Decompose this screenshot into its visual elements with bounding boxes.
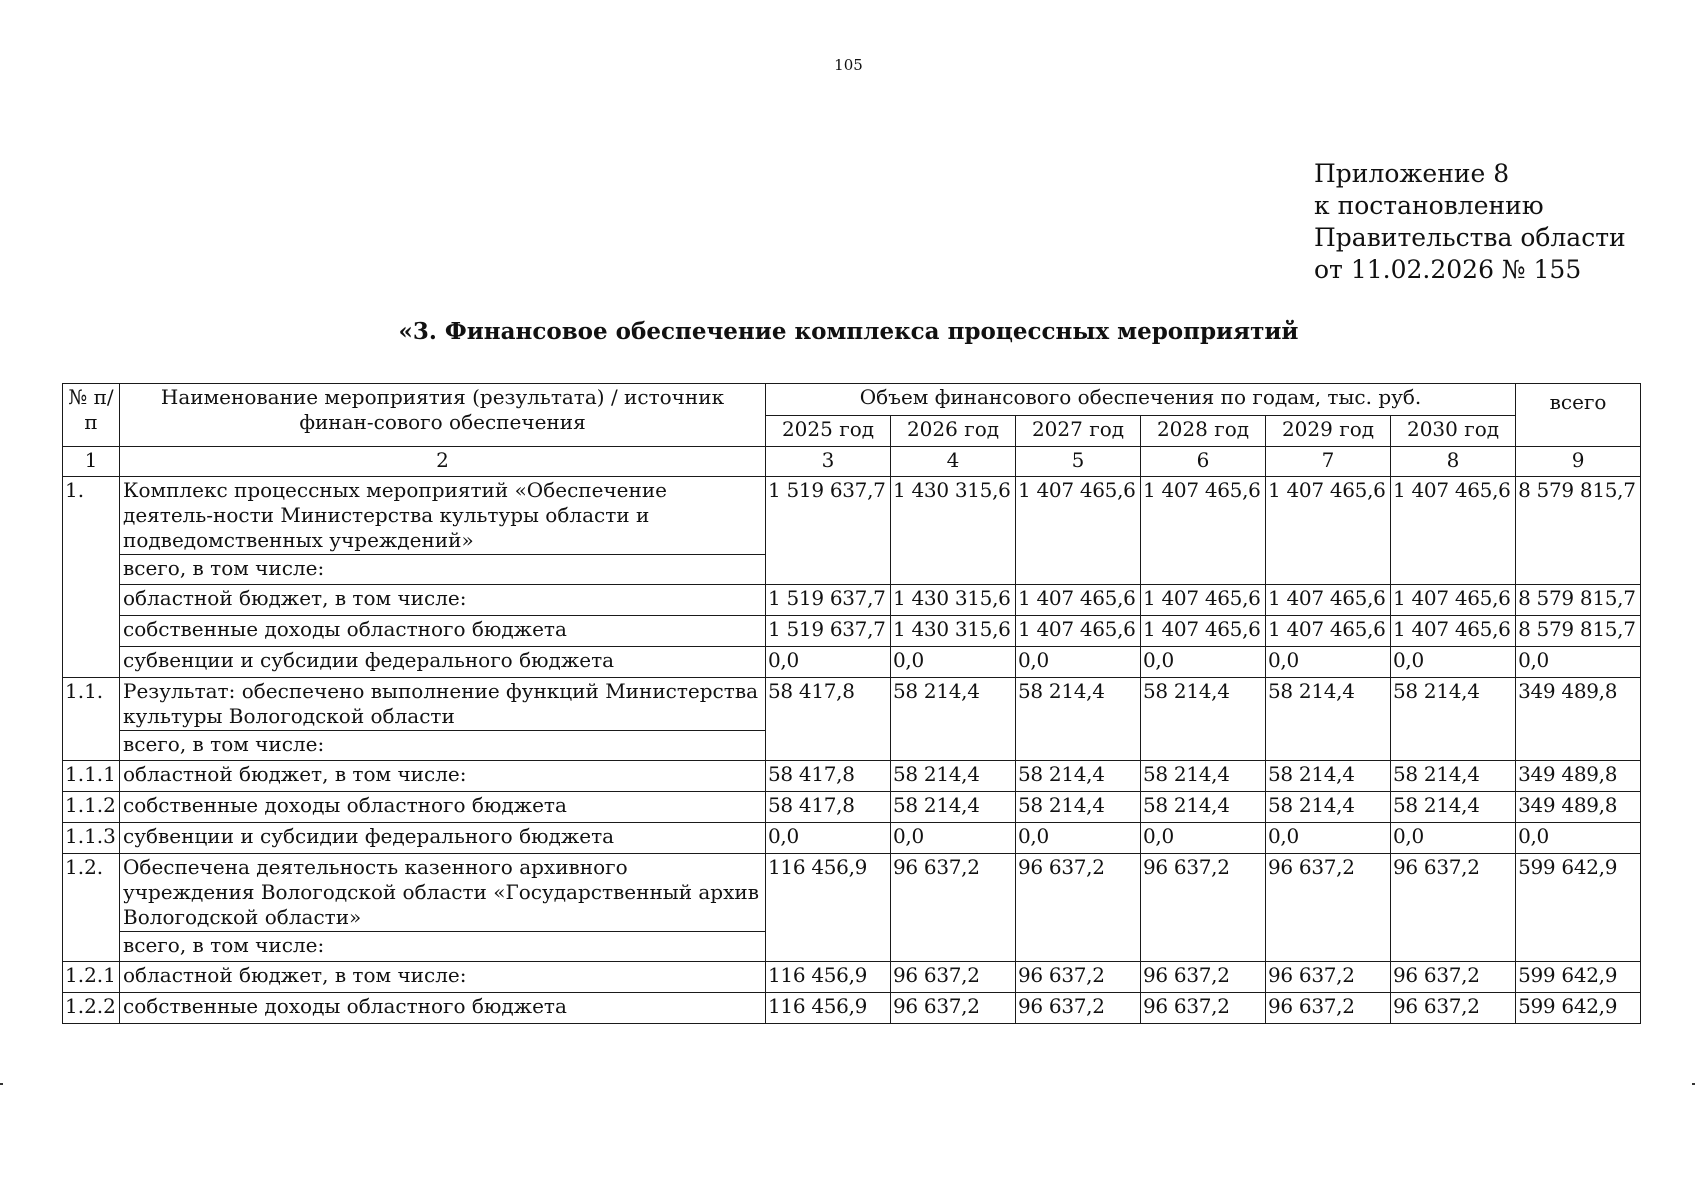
value-cell: 58 214,4 bbox=[1141, 761, 1266, 792]
appendix-line: Правительства области bbox=[1314, 223, 1626, 252]
header-year: 2028 год bbox=[1141, 416, 1266, 447]
item-title: Результат: обеспечено выполнение функций Министерства культуры Вологодской области bbox=[120, 678, 766, 731]
total-label: всего, в том числе: bbox=[120, 932, 766, 962]
value-cell: 58 214,4 bbox=[1266, 761, 1391, 792]
total-label: всего, в том числе: bbox=[120, 731, 766, 761]
row-number: 1.1.3 bbox=[63, 823, 120, 854]
value-cell: 1 407 465,6 bbox=[1266, 616, 1391, 647]
source-name: собственные доходы областного бюджета bbox=[120, 993, 766, 1024]
value-cell: 599 642,9 bbox=[1516, 993, 1641, 1024]
column-number: 7 bbox=[1266, 447, 1391, 477]
source-name: областной бюджет, в том числе: bbox=[120, 761, 766, 792]
value-cell: 96 637,2 bbox=[1266, 993, 1391, 1024]
value-cell: 0,0 bbox=[1266, 823, 1391, 854]
value-cell: 96 637,2 bbox=[1016, 962, 1141, 993]
value-cell: 0,0 bbox=[766, 647, 891, 678]
value-cell: 58 214,4 bbox=[891, 761, 1016, 792]
column-number: 1 bbox=[63, 447, 120, 477]
item-title: Обеспечена деятельность казенного архивного учреждения Вологодской области «Государственный архив Вологодской области» bbox=[120, 854, 766, 932]
source-name: областной бюджет, в том числе: bbox=[120, 585, 766, 616]
header-volume: Объем финансового обеспечения по годам, тыс. руб. bbox=[766, 384, 1516, 416]
value-cell: 58 214,4 bbox=[891, 792, 1016, 823]
value-cell: 58 214,4 bbox=[1266, 792, 1391, 823]
value-cell: 0,0 bbox=[1141, 647, 1266, 678]
value-cell: 0,0 bbox=[1266, 647, 1391, 678]
value-cell: 1 407 465,6 bbox=[1016, 477, 1141, 585]
column-number: 2 bbox=[120, 447, 766, 477]
total-label: всего, в том числе: bbox=[120, 555, 766, 585]
value-cell: 58 214,4 bbox=[1016, 678, 1141, 761]
value-cell: 58 214,4 bbox=[1141, 792, 1266, 823]
appendix-note bbox=[1314, 158, 1626, 286]
header-year: 2027 год bbox=[1016, 416, 1141, 447]
value-cell: 349 489,8 bbox=[1516, 792, 1641, 823]
value-cell: 116 456,9 bbox=[766, 993, 891, 1024]
value-cell: 0,0 bbox=[1391, 823, 1516, 854]
value-cell: 96 637,2 bbox=[1266, 962, 1391, 993]
column-number: 5 bbox=[1016, 447, 1141, 477]
value-cell: 96 637,2 bbox=[1391, 854, 1516, 962]
value-cell: 0,0 bbox=[1016, 823, 1141, 854]
value-cell: 1 519 637,7 bbox=[766, 616, 891, 647]
value-cell: 58 417,8 bbox=[766, 678, 891, 761]
value-cell: 58 214,4 bbox=[1266, 678, 1391, 761]
value-cell: 1 430 315,6 bbox=[891, 477, 1016, 585]
value-cell: 96 637,2 bbox=[1016, 854, 1141, 962]
value-cell: 349 489,8 bbox=[1516, 678, 1641, 761]
value-cell: 8 579 815,7 bbox=[1516, 477, 1641, 585]
value-cell: 1 407 465,6 bbox=[1016, 585, 1141, 616]
appendix-line: от 11.02.2026 № 155 bbox=[1314, 255, 1582, 284]
value-cell: 1 430 315,6 bbox=[891, 616, 1016, 647]
column-number: 8 bbox=[1391, 447, 1516, 477]
header-year: 2026 год bbox=[891, 416, 1016, 447]
value-cell: 1 519 637,7 bbox=[766, 477, 891, 585]
row-number: 1.2.1 bbox=[63, 962, 120, 993]
value-cell: 58 214,4 bbox=[1391, 761, 1516, 792]
value-cell: 96 637,2 bbox=[1391, 993, 1516, 1024]
source-name: субвенции и субсидии федерального бюджета bbox=[120, 823, 766, 854]
table-row bbox=[63, 962, 1641, 993]
value-cell: 0,0 bbox=[1016, 647, 1141, 678]
value-cell: 0,0 bbox=[891, 823, 1016, 854]
value-cell: 0,0 bbox=[891, 647, 1016, 678]
financing-table bbox=[62, 383, 1641, 1024]
table-row bbox=[63, 616, 1641, 647]
value-cell: 96 637,2 bbox=[891, 962, 1016, 993]
item-title: Комплекс процессных мероприятий «Обеспечение деятель-ности Министерства культуры области и подведомственных учреждений» bbox=[120, 477, 766, 555]
value-cell: 1 519 637,7 bbox=[766, 585, 891, 616]
header-total: всего bbox=[1516, 384, 1641, 447]
value-cell: 0,0 bbox=[1141, 823, 1266, 854]
table-row bbox=[63, 854, 1641, 932]
value-cell: 58 214,4 bbox=[1016, 761, 1141, 792]
document-title: «3. Финансовое обеспечение комплекса процессных мероприятий bbox=[398, 318, 1299, 345]
appendix-line: к постановлению bbox=[1314, 191, 1544, 220]
column-number: 9 bbox=[1516, 447, 1641, 477]
appendix-line: Приложение 8 bbox=[1314, 159, 1510, 188]
value-cell: 599 642,9 bbox=[1516, 854, 1641, 962]
value-cell: 1 407 465,6 bbox=[1266, 477, 1391, 585]
value-cell: 1 407 465,6 bbox=[1141, 585, 1266, 616]
value-cell: 58 214,4 bbox=[891, 678, 1016, 761]
value-cell: 58 417,8 bbox=[766, 761, 891, 792]
table-body bbox=[63, 477, 1641, 1024]
row-number: 1.2. bbox=[63, 854, 120, 962]
header-num: № п/п bbox=[63, 384, 120, 447]
value-cell: 96 637,2 bbox=[1266, 854, 1391, 962]
table-row bbox=[63, 792, 1641, 823]
row-number: 1.1.1 bbox=[63, 761, 120, 792]
value-cell: 58 214,4 bbox=[1391, 678, 1516, 761]
value-cell: 116 456,9 bbox=[766, 962, 891, 993]
value-cell: 0,0 bbox=[1391, 647, 1516, 678]
value-cell: 96 637,2 bbox=[891, 993, 1016, 1024]
value-cell: 0,0 bbox=[766, 823, 891, 854]
column-number: 6 bbox=[1141, 447, 1266, 477]
table-row bbox=[63, 647, 1641, 678]
value-cell: 1 407 465,6 bbox=[1391, 477, 1516, 585]
value-cell: 8 579 815,7 bbox=[1516, 616, 1641, 647]
table-row bbox=[63, 477, 1641, 555]
value-cell: 58 214,4 bbox=[1016, 792, 1141, 823]
value-cell: 0,0 bbox=[1516, 823, 1641, 854]
column-number: 3 bbox=[766, 447, 891, 477]
table-row bbox=[63, 993, 1641, 1024]
row-number: 1.1. bbox=[63, 678, 120, 761]
value-cell: 116 456,9 bbox=[766, 854, 891, 962]
header-year: 2030 год bbox=[1391, 416, 1516, 447]
value-cell: 1 407 465,6 bbox=[1016, 616, 1141, 647]
value-cell: 96 637,2 bbox=[1141, 962, 1266, 993]
value-cell: 0,0 bbox=[1516, 647, 1641, 678]
row-number: 1.2.2 bbox=[63, 993, 120, 1024]
row-number: 1.1.2 bbox=[63, 792, 120, 823]
value-cell: 58 214,4 bbox=[1141, 678, 1266, 761]
value-cell: 1 407 465,6 bbox=[1266, 585, 1391, 616]
value-cell: 58 417,8 bbox=[766, 792, 891, 823]
value-cell: 599 642,9 bbox=[1516, 962, 1641, 993]
value-cell: 1 430 315,6 bbox=[891, 585, 1016, 616]
value-cell: 1 407 465,6 bbox=[1141, 616, 1266, 647]
value-cell: 1 407 465,6 bbox=[1391, 616, 1516, 647]
row-number: 1. bbox=[63, 477, 120, 678]
header-year: 2025 год bbox=[766, 416, 891, 447]
header-year: 2029 год bbox=[1266, 416, 1391, 447]
value-cell: 1 407 465,6 bbox=[1141, 477, 1266, 585]
source-name: собственные доходы областного бюджета bbox=[120, 792, 766, 823]
scan-mark bbox=[0, 1083, 3, 1085]
table-row bbox=[63, 761, 1641, 792]
source-name: собственные доходы областного бюджета bbox=[120, 616, 766, 647]
header-name: Наименование мероприятия (результата) / источник финан-сового обеспечения bbox=[120, 384, 766, 447]
value-cell: 1 407 465,6 bbox=[1391, 585, 1516, 616]
column-number: 4 bbox=[891, 447, 1016, 477]
scan-mark bbox=[1692, 1083, 1695, 1085]
table-row bbox=[63, 678, 1641, 731]
value-cell: 96 637,2 bbox=[1016, 993, 1141, 1024]
value-cell: 96 637,2 bbox=[1391, 962, 1516, 993]
value-cell: 96 637,2 bbox=[891, 854, 1016, 962]
table-row bbox=[63, 823, 1641, 854]
source-name: субвенции и субсидии федерального бюджета bbox=[120, 647, 766, 678]
table-row bbox=[63, 585, 1641, 616]
page-number: 105 bbox=[834, 56, 863, 74]
source-name: областной бюджет, в том числе: bbox=[120, 962, 766, 993]
value-cell: 96 637,2 bbox=[1141, 854, 1266, 962]
value-cell: 58 214,4 bbox=[1391, 792, 1516, 823]
value-cell: 349 489,8 bbox=[1516, 761, 1641, 792]
value-cell: 96 637,2 bbox=[1141, 993, 1266, 1024]
value-cell: 8 579 815,7 bbox=[1516, 585, 1641, 616]
